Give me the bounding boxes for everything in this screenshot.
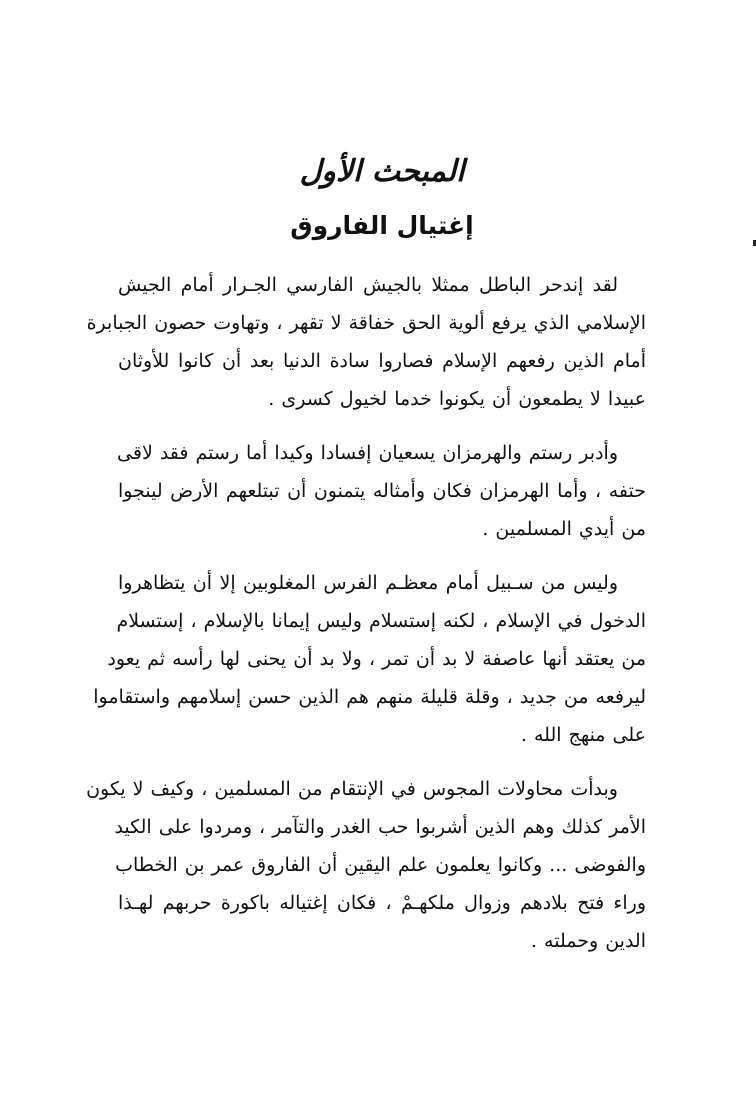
paragraph-2 [118,434,646,548]
paragraph-line: أمام الذين رفعهم الإسلام فصاروا سادة الدنيا بعد أن كانوا للأوثان [118,350,646,372]
paragraph-line: الدين وحملته . [530,930,646,952]
paragraph-line: حتفه ، وأما الهرمزان فكان وأمثاله يتمنون أن تبتلعهم الأرض لينجوا [118,480,646,502]
paragraph-line: الدخول في الإسلام ، لكنه إستسلام وليس إيمانا بالإسلام ، إستسلام [116,610,646,632]
section-title: إغتيال الفاروق [290,211,474,240]
paragraph-line: لقد إندحر الباطل ممثلا بالجيش الفارسي الجـرار أمام الجيش [118,274,618,296]
paragraph-line: على منهج الله . [520,724,646,746]
paragraph-line: والفوضى ... وكانوا يعلمون علم اليقين أن الفاروق عمر بن الخطاب [115,854,646,876]
paragraph-line: عبيدا لا يطمعون أن يكونوا خدما لخيول كسرى . [268,388,646,410]
paragraph-line: الأمر كذلك وهم الذين أشربوا حب الغدر والتآمر ، ومردوا على الكيد [114,816,646,838]
paragraph-line: وليس من سـبيل أمام معظـم الفرس المغلوبين إلا أن يتظاهروا [118,572,618,594]
paragraph-line: وبدأت محاولات المجوس في الإنتقام من المسلمين ، وكيف لا يكون [86,778,618,800]
paragraph-line: الإسلامي الذي يرفع ألوية الحق خفاقة لا تقهر ، وتهاوت حصون الجبابرة [86,312,646,334]
paragraph-3 [93,564,646,754]
chapter-title: المبحث الأول [299,154,465,189]
paragraph-line: وراء فتح بلادهم وزوال ملكهـمْ ، فكان إغتياله باكورة حربهم لهـذا [118,892,646,914]
paragraph-1 [86,266,646,418]
paragraph-line: ليرفعه من جديد ، وقلة قليلة منهم هم الذين حسن إسلامهم واستقاموا [93,686,646,708]
paragraph-line: من أيدي المسلمين . [482,518,646,540]
paragraph-line: من يعتقد أنها عاصفة لا بد أن تمر ، ولا بد أن يحنى لها رأسه ثم يعود [107,648,646,670]
paragraph-4 [86,770,646,960]
paragraph-line: وأدبر رستم والهرمزان يسعيان إفسادا وكيدا أما رستم فقد لاقى [117,442,618,464]
